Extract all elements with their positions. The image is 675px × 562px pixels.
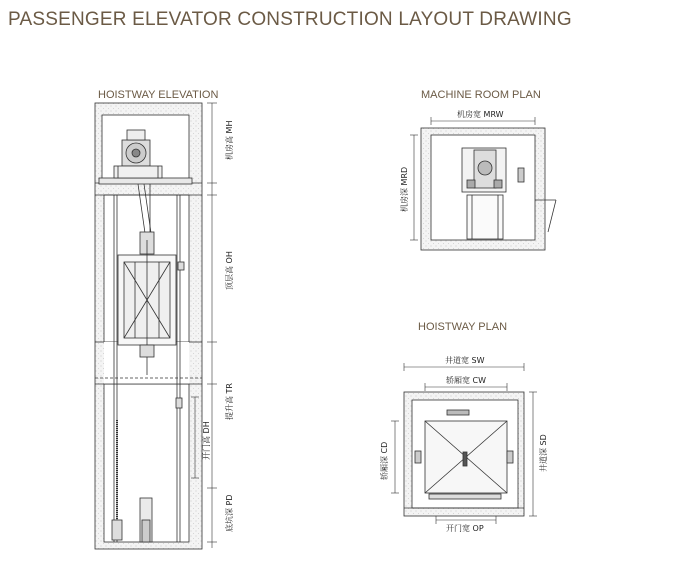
mh-label: 机房高 MH [225,120,234,160]
machine-room-plan [410,117,556,250]
mrw-label: 机房宽 MRW [457,110,504,119]
sw-label: 井道宽 SW [445,356,485,365]
hoistway-plan-heading: HOISTWAY PLAN [418,321,508,333]
mrd-label: 机房深 MRD [400,166,409,212]
sd-label: 井道深 SD [539,434,548,472]
control-cabinet [518,168,524,182]
hoistway-elevation [95,103,217,549]
machine-room-plan-heading: MACHINE ROOM PLAN [421,89,541,101]
dh-label: 开门高 DH [202,421,211,460]
hoistway-elevation-heading: HOISTWAY ELEVATION [98,89,219,101]
page-title: PASSENGER ELEVATOR CONSTRUCTION LAYOUT DRAWING [8,9,572,30]
machine-beam [99,178,192,184]
hoistway-plan [391,363,537,524]
cd-label: 轿厢深 CD [380,441,389,480]
cw-label: 轿厢宽 CW [446,376,487,385]
tr-label: 提升高 TR [225,383,234,420]
door-sill [429,494,501,499]
op-label: 开门宽 OP [446,524,484,533]
oh-label: 顶层高 OH [225,251,234,290]
counterweight [447,410,469,415]
pd-label: 底坑深 PD [225,494,234,532]
